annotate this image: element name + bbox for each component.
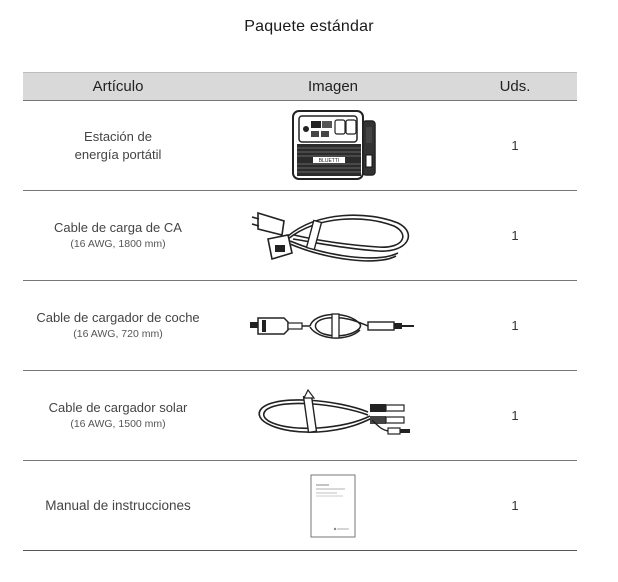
power-station-icon	[285, 107, 381, 185]
item-name-text: Manual de instrucciones	[45, 497, 191, 513]
header-qty: Uds.	[499, 78, 531, 95]
item-name	[23, 128, 213, 164]
manual-icon	[307, 473, 359, 539]
item-image	[213, 281, 453, 370]
solar-charger-cable-icon	[248, 386, 418, 446]
item-spec: (16 AWG, 1500 mm)	[70, 418, 166, 430]
item-qty: 1	[511, 138, 519, 153]
ac-cable-icon	[248, 201, 418, 271]
item-name	[23, 497, 213, 515]
item-image	[213, 461, 453, 550]
item-qty: 1	[511, 228, 519, 243]
page-title: Paquete estándar	[244, 18, 374, 35]
item-name	[23, 399, 213, 432]
table-row	[23, 190, 577, 280]
item-spec: (16 AWG, 1800 mm)	[70, 238, 166, 250]
item-name-line2: energía portátil	[74, 146, 162, 162]
table-row	[23, 370, 577, 460]
item-qty: 1	[511, 318, 519, 333]
item-qty: 1	[511, 498, 519, 513]
item-image	[213, 101, 453, 190]
table-row	[23, 100, 577, 190]
power-station-brand: BLUETTI	[318, 157, 340, 164]
header-image: Imagen	[307, 78, 359, 95]
item-name	[23, 219, 213, 252]
item-image	[213, 371, 453, 460]
item-name	[23, 309, 213, 342]
item-name-text: Cable de cargador solar	[48, 400, 188, 415]
table-header	[23, 72, 577, 100]
table-row	[23, 460, 577, 550]
table-row	[23, 280, 577, 370]
item-spec: (16 AWG, 720 mm)	[73, 328, 163, 340]
package-table	[23, 72, 577, 551]
car-charger-cable-icon	[248, 306, 418, 346]
header-item: Artículo	[92, 78, 144, 95]
item-image	[213, 191, 453, 280]
item-qty: 1	[511, 408, 519, 423]
item-name-text: Cable de cargador de coche	[36, 310, 200, 325]
item-name-text: Cable de carga de CA	[54, 220, 182, 235]
item-name-line1: Estación de	[84, 128, 152, 144]
